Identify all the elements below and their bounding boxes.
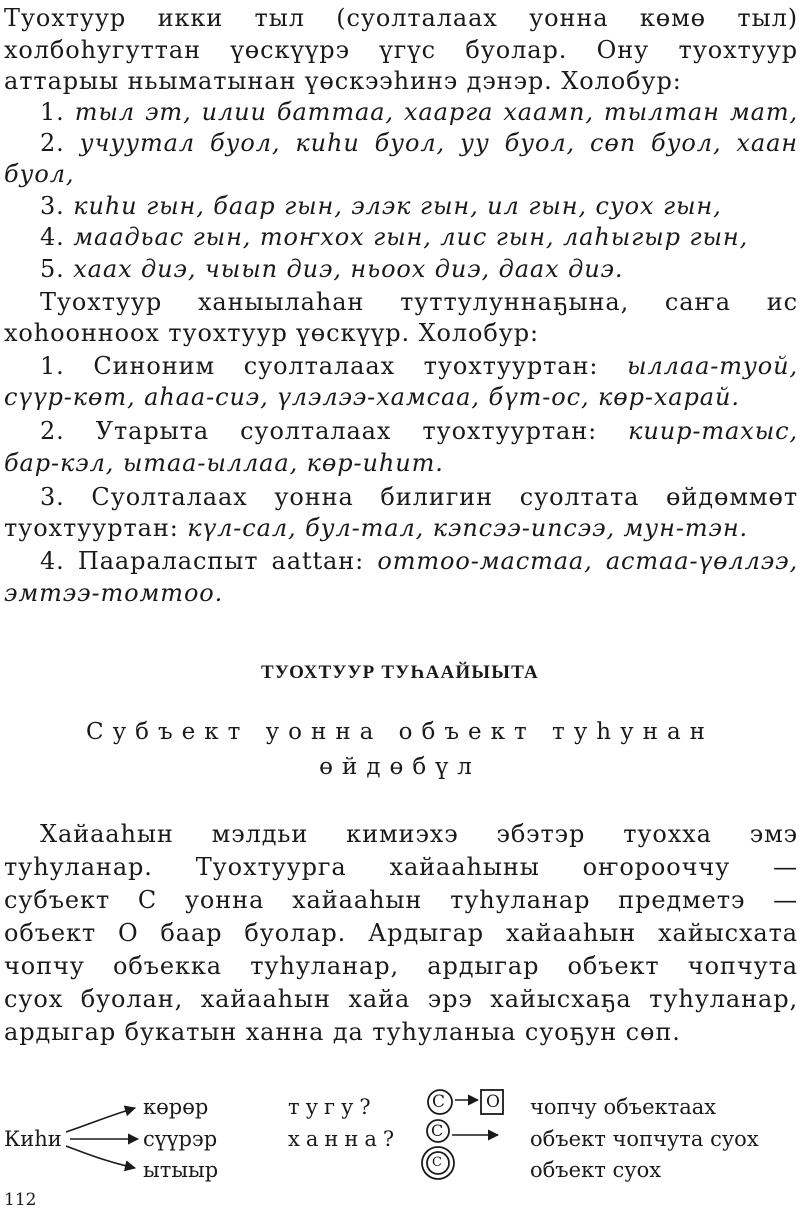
symbol-c-1: C: [432, 1092, 446, 1112]
legend-specific-object: чопчу объектаах: [530, 1095, 717, 1119]
verb-suurer: сүүрэр: [143, 1127, 218, 1151]
body-line-4: объект О баар буолар. Ардыгар хайааһын хайысхата: [4, 919, 798, 947]
example-2-cont: буол,: [4, 160, 75, 188]
diagram-subject: Киһи: [4, 1127, 62, 1151]
pairs-intro-line-2: хоһоонноох туохтуур үөскүүр. Холобур:: [4, 319, 540, 347]
body-line-5: чопчу объекка туһуланар, ардыгар объект чопчута: [4, 952, 798, 980]
question-hanna: ханна?: [288, 1127, 401, 1151]
pair-4: 4. Паараласпыт аattан: оттоо-мастаа, астаа-үөллээ,: [40, 547, 799, 575]
symbol-o: O: [486, 1092, 500, 1112]
subtitle-line-2: өйдөбүл: [319, 754, 481, 780]
body-line-3: субъект С уонна хайааһын туһуланар предметэ —: [4, 886, 798, 914]
example-2: 2. учуутал буол, киһи буол, уу буол, сөп буол, хаан: [40, 129, 798, 157]
pair-2: 2. Утарыта суолталаах туохтууртан: киир-тахыс,: [40, 417, 799, 445]
pair-3-cont: туохтууртан: күл-сал, бул-тал, кэпсээ-ипсээ, мун-тэн.: [4, 514, 749, 542]
page-number: 112: [4, 1190, 37, 1210]
arrow-to-ytyyr: [66, 1146, 135, 1168]
body-line-2: туһуланар. Туохтуурга хайааһыны оҥорооччу —: [4, 853, 798, 881]
pair-2-cont: бар-кэл, ытаа-ыллаа, көр-иһит.: [4, 449, 444, 477]
pair-4-cont: эмтээ-томтоо.: [4, 579, 224, 607]
example-1: 1. тыл эт, илии баттаа, хаарга хаамп, тылтан мат,: [40, 98, 799, 126]
symbol-c-3: C: [432, 1155, 442, 1170]
body-line-1: Хайааһын мэлдьи кимиэхэ эбэтэр туохха эмэ: [40, 820, 798, 848]
example-5: 5. хаах диэ, чыып диэ, ньоох диэ, даах диэ.: [40, 255, 624, 283]
body-line-6: суох буолан, хайааһын хайа эрэ хайысхаҕа туһуланар,: [4, 985, 798, 1013]
example-3: 3. киһи гын, баар гын, элэк гын, ил гын, суох гын,: [40, 192, 722, 220]
question-tugu: тугу?: [288, 1095, 377, 1119]
legend-no-specific-object: объект чопчута суох: [530, 1127, 759, 1151]
example-4: 4. маадьас гын, тоҥхох гын, лис гын, лаһыгыр гын,: [40, 223, 749, 251]
verb-ytyyr: ытыыр: [143, 1158, 219, 1182]
intro-line-1: Туохтуур икки тыл (суолталаах уонна көмө тыл): [4, 4, 798, 32]
legend-no-object: объект суох: [530, 1158, 662, 1182]
symbol-c-2: C: [431, 1121, 444, 1140]
body-line-7: ардыгар букатын ханна да туһуланыа суоҕун сөп.: [4, 1018, 681, 1046]
pair-1: 1. Синоним суолталаах туохтууртан: ыллаа-туой,: [40, 352, 798, 380]
verb-korer: көрөр: [143, 1095, 209, 1119]
arrow-to-korer: [66, 1108, 135, 1132]
pairs-intro-line-1: Туохтуур ханыылаһан туттулуннаҕына, саҥа ис: [40, 288, 798, 316]
pair-3: 3. Суолталаах уонна билигин суолтата өйдөммөт: [40, 483, 798, 511]
subtitle-line-1: Субъект уонна объект туһунан: [85, 719, 715, 745]
intro-line-3: аттарыы ньыматынан үөскээһинэ дэнэр. Холобур:: [4, 67, 682, 95]
pair-1-cont: сүүр-көт, аһаа-сиэ, үлэлээ-хамсаа, бүт-ос, көр-харай.: [4, 383, 740, 411]
intro-line-2: холбоһугуттан үөскүүрэ үгүс буолар. Ону туохтуур: [4, 36, 798, 64]
section-title: ТУОХТУУР ТУҺААЙЫЫТА: [261, 662, 539, 683]
